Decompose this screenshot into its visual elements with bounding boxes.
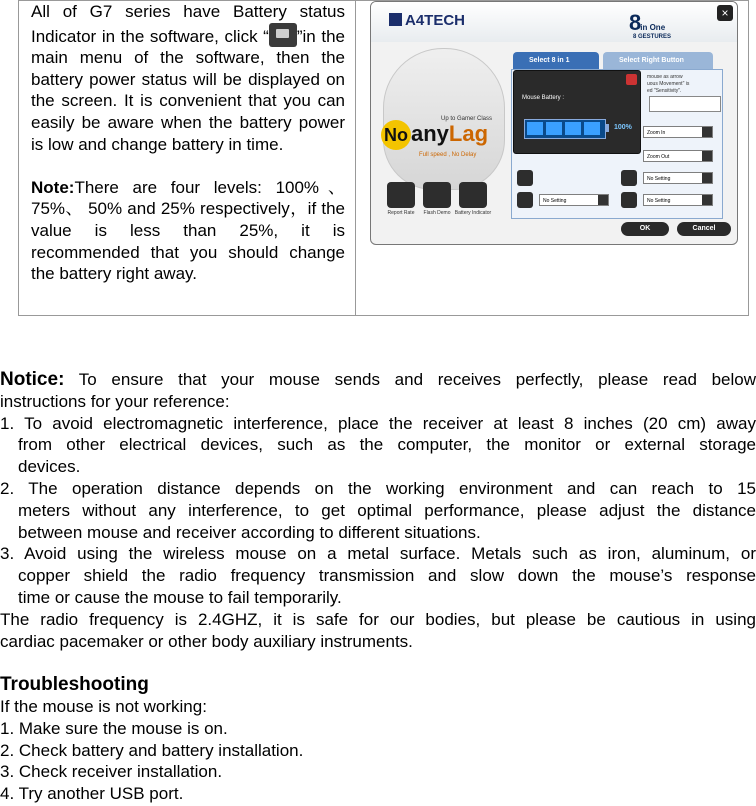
- battery-indicator-button-icon[interactable]: [459, 182, 487, 208]
- troubleshooting-intro: If the mouse is not working:: [0, 696, 207, 716]
- report-rate-label: Report Rate: [387, 210, 415, 216]
- notice-item2-line3: between mouse and receiver according to different situations.: [18, 522, 481, 542]
- notice-item1-line1: 1. To avoid electromagnetic interference, place the receiver at least 8 inches (20 cm) away: [0, 413, 756, 433]
- report-rate-icon[interactable]: [387, 182, 415, 208]
- notice-intro-line2: instructions for your reference:: [0, 391, 230, 411]
- gesture-arrow-icon: [517, 170, 533, 186]
- notice-item1-line2: from other electrical devices, such as the computer, the monitor or external storage: [18, 435, 756, 455]
- notice-item2-line1: 2. The operation distance depends on the working environment and can reach to 15: [0, 478, 756, 498]
- note-paragraph: Note:There are four levels: 100%、 75%、 50% and 25% respectively，if the value is less than 25%, it is recommended that you should change the battery right away.: [31, 177, 345, 284]
- sensitivity-field[interactable]: [649, 96, 721, 112]
- troubleshooting-heading: Troubleshooting: [0, 674, 149, 696]
- zoom-in-select[interactable]: Zoom In: [643, 126, 713, 138]
- notice-label: Notice:: [0, 369, 65, 390]
- battery-level-bar: [524, 119, 606, 139]
- gestures-label: 8 GESTURES: [633, 34, 672, 40]
- a4tech-logo: A4TECH: [389, 12, 465, 29]
- battery-paragraph: All of G7 series have Battery status Indicator in the software, click “ ”in the main menu of the software, then the battery power status will be displayed on the screen. It is convenient that you can easily be aware when the battery power is low and change battery in time.: [31, 2, 346, 154]
- troubleshooting-step: 3. Check receiver installation.: [0, 762, 223, 782]
- gesture-turn-icon: [621, 192, 637, 208]
- flash-demo-icon[interactable]: [423, 182, 451, 208]
- battery-popup: [513, 70, 641, 154]
- panel-text-1: mouse as arrow: [647, 74, 683, 80]
- table-cell-screenshot: [356, 1, 748, 315]
- battery-percent: 100%: [614, 124, 632, 131]
- popup-title: Mouse Battery :: [522, 95, 565, 101]
- gesture-down-icon: [621, 170, 637, 186]
- panel-text-3: ed "Sensitivity".: [647, 88, 682, 94]
- table-cell-description: [19, 1, 356, 315]
- gesture-select-left[interactable]: No Setting: [539, 194, 609, 206]
- notice-intro-line1: Notice: To ensure that your mouse sends and receives perfectly, please read below: [0, 369, 756, 390]
- note-label: Note:: [31, 177, 75, 197]
- battery-indicator-icon: [269, 23, 297, 47]
- ok-button[interactable]: OK: [621, 222, 669, 236]
- zoom-out-select[interactable]: Zoom Out: [643, 150, 713, 162]
- notice-item3-line3: time or cause the mouse to fail temporarily.: [18, 587, 342, 607]
- 8in1-logo: 8in One: [629, 10, 666, 35]
- notice-item3-line1: 3. Avoid using the wireless mouse on a metal surface. Metals such as iron, aluminum, or: [0, 544, 756, 564]
- cancel-button[interactable]: Cancel: [677, 222, 731, 236]
- gamer-class-text: Up to Gamer Class: [441, 116, 493, 122]
- troubleshooting-step: 2. Check battery and battery installation.: [0, 740, 304, 760]
- gesture-select-right-2[interactable]: No Setting: [643, 194, 713, 206]
- notice-item2-line2: meters without any interference, to get optimal performance, please adjust the distance: [18, 500, 756, 520]
- popup-close-icon[interactable]: [626, 74, 637, 85]
- radio-frequency-line2: cardiac pacemaker or other body auxiliary instruments.: [0, 631, 413, 651]
- close-icon[interactable]: ×: [717, 5, 733, 21]
- battery-indicator-label: Battery Indicator: [454, 210, 492, 216]
- tab-select-right-button[interactable]: Select Right Button: [603, 52, 713, 69]
- battery-indicator-description: [31, 1, 345, 285]
- panel-text-2: uous Movement" is: [647, 81, 690, 87]
- flash-demo-label: Flash Demo: [423, 210, 451, 216]
- gesture-return-icon: [517, 192, 533, 208]
- software-screenshot: [370, 1, 738, 245]
- tab-select-8in1[interactable]: Select 8 in 1: [513, 52, 599, 69]
- notice-section: [0, 369, 756, 805]
- feature-table: [18, 0, 749, 316]
- full-speed-text: Full speed , No Delay: [419, 152, 477, 158]
- notice-item3-line2: copper shield the radio frequency transmission and slow down the mouse’s response: [18, 566, 756, 586]
- nolag-logo: No anyLag: [381, 120, 488, 150]
- radio-frequency-line1: The radio frequency is 2.4GHZ, it is safe for our bodies, but please be cautious in using: [0, 609, 756, 629]
- troubleshooting-step: 1. Make sure the mouse is on.: [0, 718, 228, 738]
- notice-item1-line3: devices.: [18, 457, 81, 477]
- battery-tip: [605, 124, 609, 132]
- troubleshooting-step: 4. Try another USB port.: [0, 784, 184, 804]
- gesture-select-right-1[interactable]: No Setting: [643, 172, 713, 184]
